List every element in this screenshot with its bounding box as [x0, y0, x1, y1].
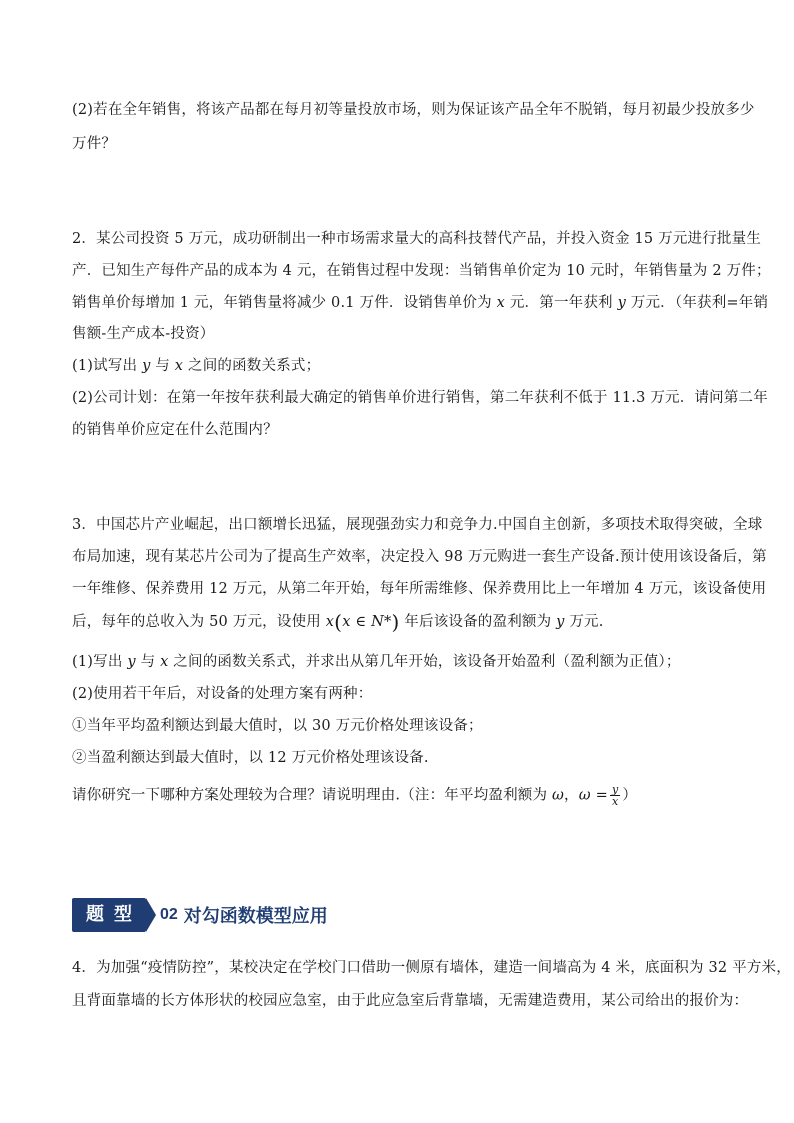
var-x: x	[325, 614, 335, 630]
intro-part2-line2: 万件？	[72, 136, 117, 152]
problem2-question2-line2: 的销售单价应定在什么范围内？	[72, 422, 278, 438]
fraction-numerator: y	[611, 783, 619, 796]
problem3-ask-text-c: ）	[622, 787, 638, 804]
problem2-question1	[72, 356, 320, 376]
problem2-line3	[72, 293, 768, 313]
problem2-q1-text-a: (1)试写出	[72, 358, 143, 374]
section-number: 02	[160, 906, 178, 923]
var-y: y	[556, 614, 565, 630]
problem3-line1: 3．中国芯片产业崛起，出口额增长迅猛，展现强劲实力和竞争力.中国自主创新，多项技术取得突破，全球	[72, 517, 763, 533]
problem2-line4: 售额-生产成本-投资）	[72, 326, 215, 342]
problem3-ask-text-b: ，	[564, 787, 579, 804]
var-x: x	[174, 358, 184, 374]
var-x: x	[496, 295, 506, 311]
document-page	[72, 0, 791, 1123]
section-header	[72, 898, 328, 932]
problem3-q1-text-c: 之间的函数关系式，并求出从第几年开始，该设备开始盈利（盈利额为正值）；	[168, 654, 681, 670]
problem3-question2: (2)使用若干年后，对设备的处理方案有两种：	[72, 686, 373, 702]
fraction-y-over-x	[610, 784, 620, 807]
fraction-denominator: x	[611, 795, 619, 808]
paren-left: (	[334, 610, 343, 634]
problem3-option1: ①当年平均盈利额达到最大值时，以 30 万元价格处理该设备；	[72, 718, 483, 734]
problem3-q1-text-b: 与	[135, 654, 161, 670]
problem2-line1: 2．某公司投资 5 万元，成功研制出一种市场需求量大的高科技替代产品，并投入资金 15 万元进行批量生	[72, 231, 762, 247]
problem2-line3-text-a: 销售单价每增加 1 元，年销售量将减少 0.1 万件．设销售单价为	[72, 295, 497, 311]
var-y: y	[127, 654, 136, 670]
problem2-line2: 产．已知生产每件产品的成本为 4 元，在销售过程中发现：当销售单价定为 10 元时，年销售量为 2 万件；	[72, 263, 771, 279]
problem3-q1-text-a: (1)写出	[72, 654, 128, 670]
var-omega: ω	[552, 787, 565, 804]
problem3-line4	[72, 612, 604, 632]
problem2-q1-text-b: 与	[150, 358, 175, 374]
problem4-line1: 4．为加强“疫情防控”，某校决定在学校门口借助一侧原有墙体，建造一间墙高为 4 米，底面积为 32 平方米，	[72, 960, 791, 976]
omega-equation: ω =	[578, 787, 608, 804]
problem2-q1-text-c: 之间的函数关系式；	[183, 358, 321, 374]
var-x: x	[160, 654, 169, 670]
problem3-ask	[72, 784, 637, 807]
problem3-line2: 布局加速，现有某芯片公司为了提高生产效率，决定投入 98 万元购进一套生产设备.预计使用该设备后，第	[72, 549, 767, 565]
problem2-line3-text-b: 元．第一年获利	[505, 295, 618, 311]
paren-right: )	[391, 610, 400, 634]
section-title: 对勾函数模型应用	[183, 906, 328, 927]
problem3-ask-text-a: 请你研究一下哪种方案处理较为合理？请说明理由.（注：年平均盈利额为	[72, 787, 553, 804]
problem3-line4-text-b: 年后该设备的盈利额为	[399, 614, 557, 630]
intro-part2-line1: (2)若在全年销售，将该产品都在每月初等量投放市场，则为保证该产品全年不脱销，每月初最少投放多少	[72, 102, 755, 118]
problem3-line3: 一年维修、保养费用 12 万元，从第二年开始，每年所需维修、保养费用比上一年增加 4 万元，该设备使用	[72, 581, 767, 597]
set-condition: x ∈ N*	[342, 614, 392, 630]
var-y: y	[142, 358, 151, 374]
var-y: y	[617, 295, 626, 311]
problem4-line2: 且背面靠墙的长方体形状的校园应急室，由于此应急室后背靠墙，无需建造费用，某公司给出的报价为：	[72, 993, 749, 1009]
problem3-line4-text-a: 后，每年的总收入为 50 万元，设使用	[72, 614, 326, 630]
problem3-option2: ②当盈利额达到最大值时，以 12 万元价格处理该设备.	[72, 750, 429, 766]
section-badge: 题型	[72, 898, 146, 932]
problem3-question1	[72, 652, 681, 672]
problem2-question2-line1: (2)公司计划：在第一年按年获利最大确定的销售单价进行销售，第二年获利不低于 11.3 万元．请问第二年	[72, 390, 768, 406]
problem3-line4-text-c: 万元.	[564, 614, 604, 630]
problem2-line3-text-c: 万元．（年获利=年销	[625, 295, 769, 311]
